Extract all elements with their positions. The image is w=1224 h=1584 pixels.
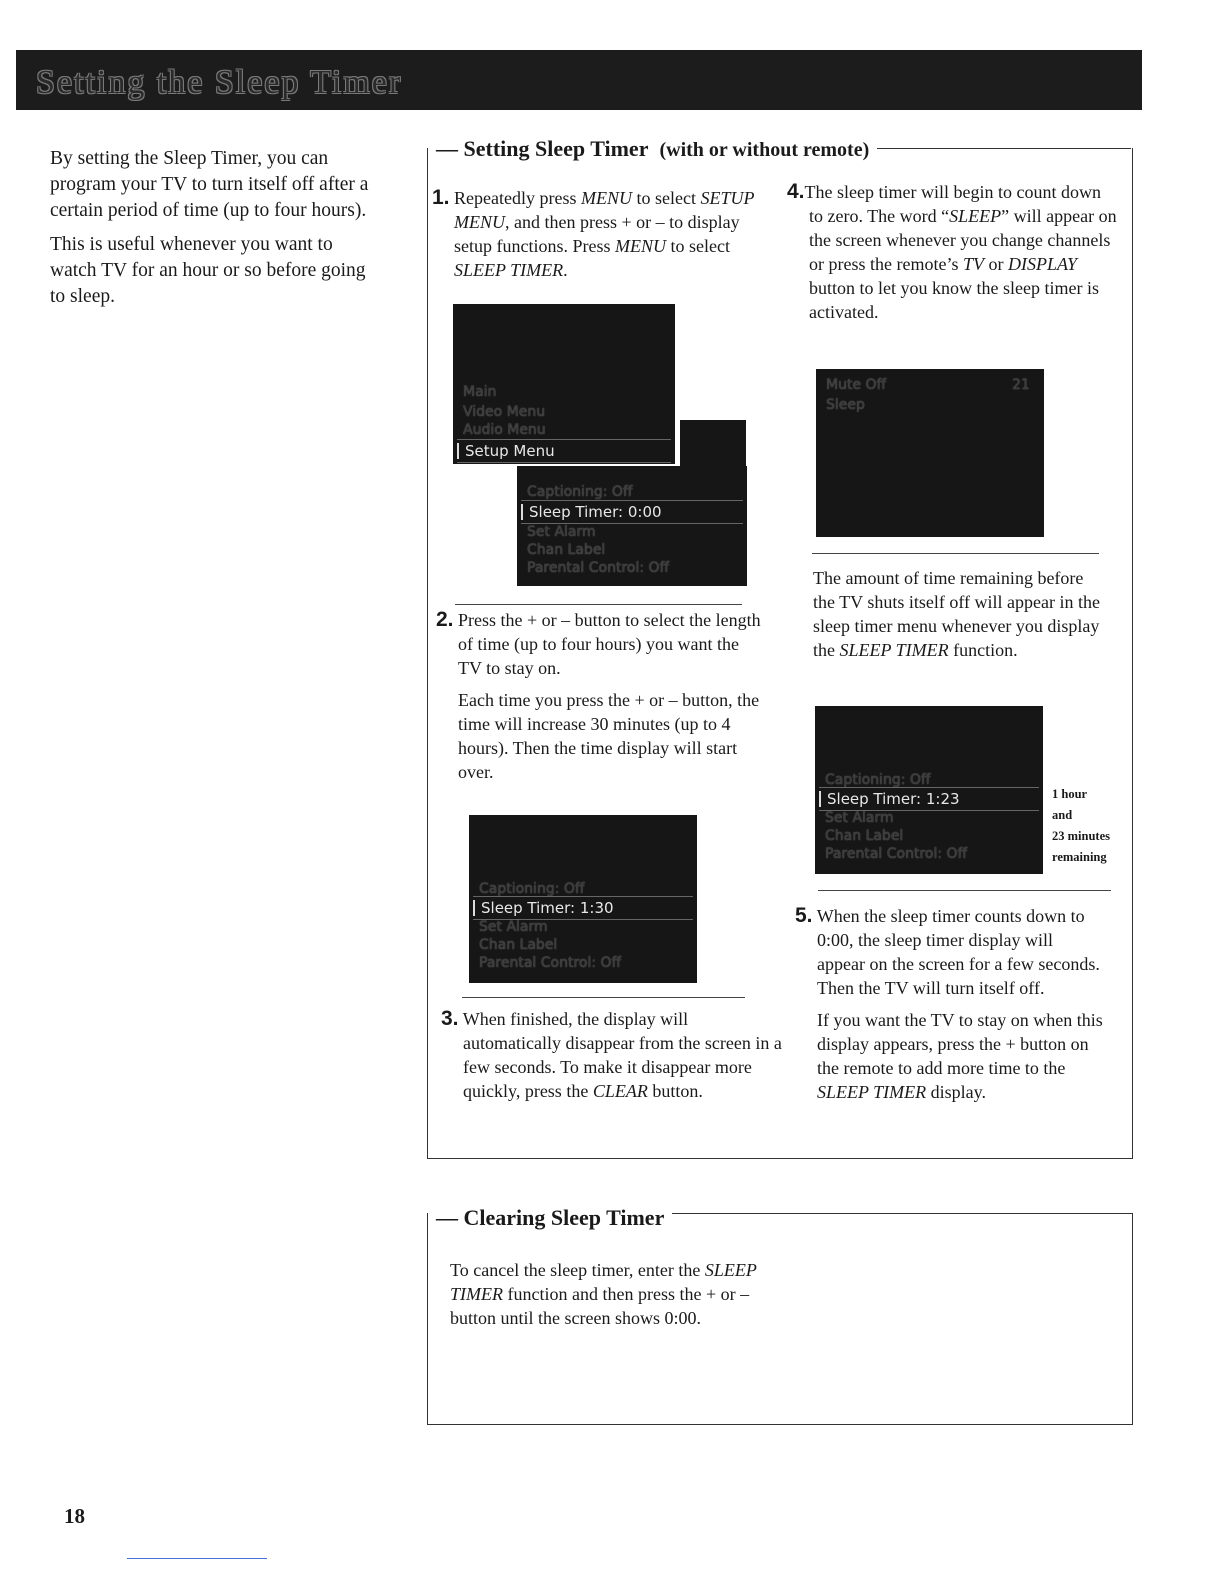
step-3-text-a: When finished, the display will automatically disappear from the screen in a few seconds. To make it disappear more quickly, press the — [462, 1009, 782, 1101]
side-note-line-3: 23 minutes — [1052, 829, 1110, 843]
setup-item-alarm: Set Alarm — [527, 524, 596, 540]
menu-item-main: Main — [463, 384, 497, 400]
divider-4 — [818, 890, 1111, 891]
setup-item-chan-label: Chan Label — [479, 937, 558, 953]
side-note-line-4: remaining — [1052, 850, 1107, 864]
section1-title: — Setting Sleep Timer (with or without remote) — [428, 136, 877, 162]
step-3-clear: CLEAR — [592, 1081, 648, 1101]
setup-item-captioning: Captioning: Off — [825, 772, 931, 788]
setup-item-parental: Parental Control: Off — [825, 846, 968, 862]
menu-item-audio: Audio Menu — [463, 422, 546, 438]
setup-item-alarm: Set Alarm — [825, 810, 894, 826]
clearing-sleep-timer: SLEEP TIMER — [450, 1260, 757, 1304]
step-1-sleep-timer: SLEEP TIMER — [454, 260, 564, 280]
step-4-text-c: or — [983, 254, 1008, 274]
step-3-text-b: button. — [647, 1081, 703, 1101]
screen-channel-number: 21 — [1012, 377, 1030, 393]
remaining-text-b: function. — [948, 640, 1018, 660]
clearing-text — [450, 1258, 780, 1330]
step-4-sleep: SLEEP — [949, 206, 1002, 226]
step-4-text-a: The sleep timer will begin to count down to zero. The word “ — [804, 182, 1101, 226]
setup-item-sleep-selected: Sleep Timer: 1:30 — [473, 896, 693, 920]
screen-mute-line: Mute Off — [826, 377, 887, 393]
tv-screen-overlap — [680, 420, 746, 470]
section2-title: — Clearing Sleep Timer — [428, 1205, 672, 1231]
step-1-menu-2: MENU — [615, 236, 666, 256]
setup-item-captioning: Captioning: Off — [527, 484, 633, 500]
menu-item-setup-selected: Setup Menu — [457, 439, 671, 463]
step-1-menu: MENU — [580, 188, 632, 208]
setup-item-chan-label: Chan Label — [825, 828, 904, 844]
setup-item-alarm: Set Alarm — [479, 919, 548, 935]
step-5-number: 5. — [795, 904, 813, 927]
step-5-extra-a: If you want the TV to stay on when this display appears, press the + button on the remote to add more time to the — [817, 1010, 1103, 1078]
step-5-extra-b: display. — [926, 1082, 986, 1102]
step-4-number: 4. — [787, 180, 805, 203]
step-1-setup-menu: SETUP MENU — [454, 188, 755, 232]
step-2-extra: Each time you press the + or – button, the time will increase 30 minutes (up to 4 hours). Then the time display will start over. — [458, 690, 760, 782]
step-1-number: 1. — [432, 186, 450, 209]
intro-text — [50, 146, 380, 318]
step-1-text-e: . — [563, 260, 568, 280]
tv-screen-sleep-indicator — [816, 369, 1044, 537]
intro-paragraph-2: This is useful whenever you want to watch TV for an hour or so before going to sleep. — [50, 234, 366, 307]
setup-item-parental: Parental Control: Off — [479, 955, 622, 971]
step-4-text-d: button to let you know the sleep timer is activated. — [809, 278, 1099, 322]
step-4-display: DISPLAY — [1007, 254, 1077, 274]
step-2-number: 2. — [436, 608, 454, 631]
side-note-line-1: 1 hour — [1052, 787, 1088, 801]
remaining-text-a: The amount of time remaining before the TV shuts itself off will appear in the sleep timer menu whenever you display the — [813, 568, 1100, 660]
clearing-text-a: To cancel the sleep timer, enter the — [450, 1260, 705, 1280]
setup-item-sleep-selected: Sleep Timer: 1:23 — [819, 787, 1039, 811]
step-2-text: Press the + or – button to select the length of time (up to four hours) you want the TV to stay on. — [458, 610, 761, 678]
divider-3 — [812, 553, 1099, 554]
tv-screen-setup-0-00 — [517, 466, 747, 586]
section2-title-text: Clearing Sleep Timer — [463, 1205, 665, 1230]
setup-item-chan-label: Chan Label — [527, 542, 606, 558]
step-1-text-d: to select — [666, 236, 730, 256]
page-number: 18 — [64, 1504, 85, 1528]
step-4-text-b: ” will appear on the screen whenever you change channels or press the remote’s — [809, 206, 1117, 274]
page-title: Setting the Sleep Timer — [36, 64, 403, 101]
step-3 — [441, 1007, 783, 1103]
tv-screen-setup-1-23 — [815, 706, 1043, 874]
step-1-text-c: , and then press + or – to display setup functions. Press — [454, 212, 740, 256]
step-1-text-a: Repeatedly press — [454, 188, 581, 208]
divider-1 — [455, 604, 742, 605]
step-5 — [795, 904, 1105, 1112]
step-3-number: 3. — [441, 1007, 459, 1030]
setup-item-sleep-selected: Sleep Timer: 0:00 — [521, 500, 743, 524]
tv-screen-main-menu — [453, 304, 675, 464]
screen-sleep-word: Sleep — [826, 397, 865, 413]
step-1-text-b: to select — [631, 188, 701, 208]
footer-rule — [127, 1558, 267, 1559]
intro-paragraph-1: By setting the Sleep Timer, you can program your TV to turn itself off after a certain period of time (up to four hours). — [50, 148, 369, 221]
menu-item-video: Video Menu — [463, 404, 546, 420]
section1-subtitle: (with or without remote) — [659, 139, 870, 161]
section1-title-text: Setting Sleep Timer — [463, 136, 649, 161]
step-1 — [432, 186, 774, 282]
side-note — [1052, 784, 1110, 868]
step-2 — [436, 608, 766, 792]
remaining-time-text — [813, 566, 1103, 662]
side-note-line-2: and — [1052, 808, 1073, 822]
divider-2 — [462, 997, 745, 998]
clearing-text-b: function and then press the + or – button until the screen shows 0:00. — [450, 1284, 750, 1328]
step-5-text: When the sleep timer counts down to 0:00, the sleep timer display will appear on the screen for a few seconds. Then the TV will turn itself off. — [816, 906, 1100, 998]
remaining-sleep-timer: SLEEP TIMER — [839, 640, 949, 660]
step-5-sleep-timer: SLEEP TIMER — [817, 1082, 927, 1102]
tv-screen-setup-1-30 — [469, 815, 697, 983]
setup-item-parental: Parental Control: Off — [527, 560, 670, 576]
step-4-tv: TV — [962, 254, 984, 274]
setup-item-captioning: Captioning: Off — [479, 881, 585, 897]
step-4 — [787, 180, 1119, 324]
